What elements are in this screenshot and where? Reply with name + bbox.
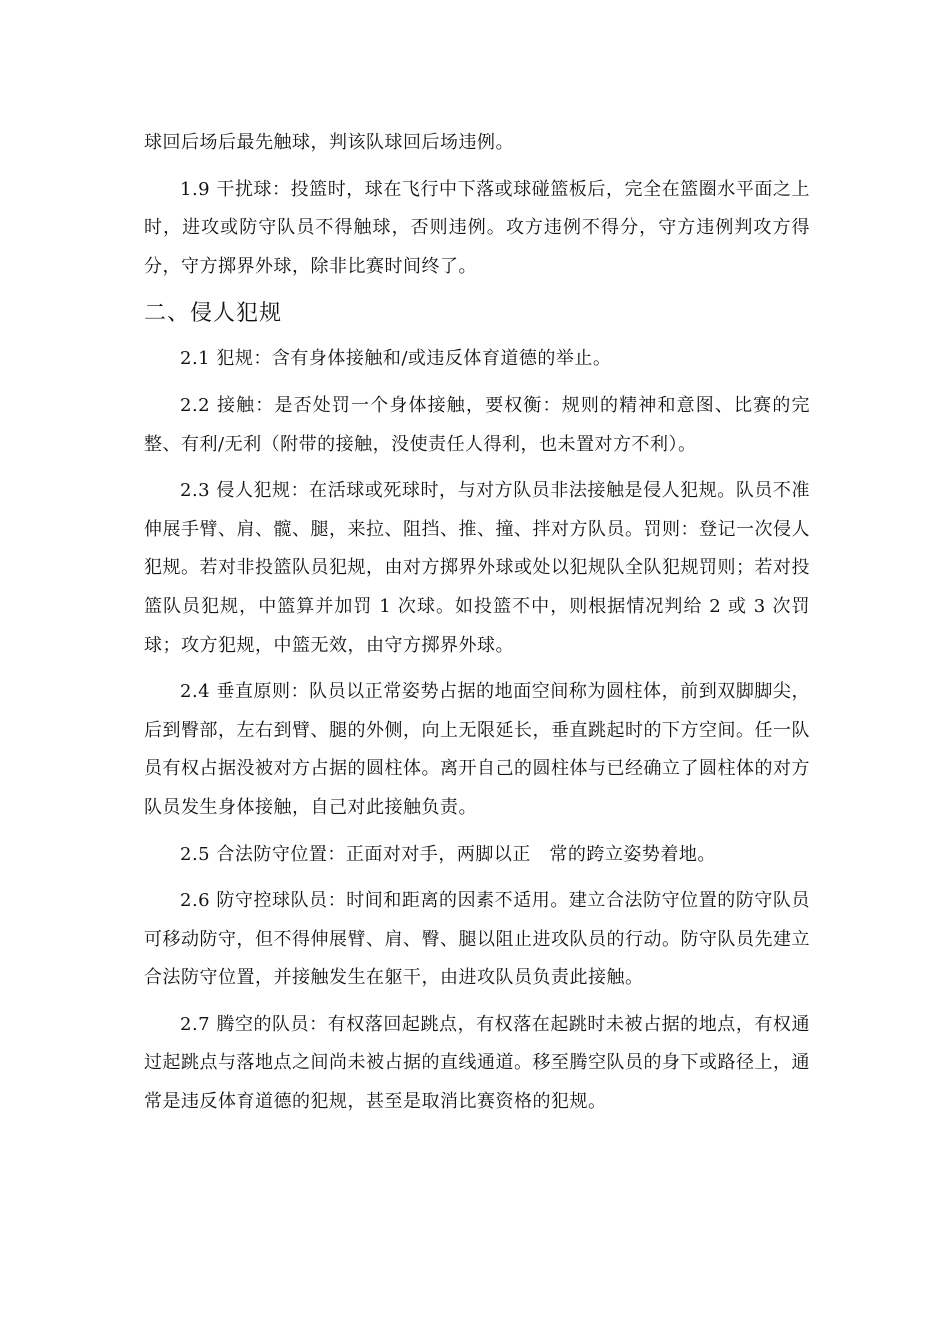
paragraph-2-6-guarding-ball-player: 2.6 防守控球队员：时间和距离的因素不适用。建立合法防守位置的防守队员可移动防守，但不得伸展臂、肩、臀、腿以阻止进攻队员的行动。防守队员先建立合法防守位置，并接触发生在躯干，由进攻队员负责此接触。	[144, 890, 810, 989]
paragraph-2-4-verticality: 2.4 垂直原则：队员以正常姿势占据的地面空间称为圆柱体，前到双脚脚尖，后到臀部，左右到臂、腿的外侧，向上无限延长，垂直跳起时的下方空间。任一队员有权占据没被对方占据的圆柱体。离开自己的圆柱体与已经确立了圆柱体的对方队员发生身体接触，自己对此接触负责。	[144, 681, 810, 818]
paragraph-2-7-airborne-player: 2.7 腾空的队员：有权落回起跳点，有权落在起跳时未被占据的地点，有权通过起跳点与落地点之间尚未被占据的直线通道。移至腾空队员的身下或路径上，通常是违反体育道德的犯规，甚至是取消比赛资格的犯规。	[144, 1013, 810, 1113]
section-heading-personal-fouls: 二、侵人犯规	[144, 301, 283, 327]
paragraph-1-9-ball-interference: 1.9 干扰球：投篮时，球在飞行中下落或球碰篮板后，完全在篮圈水平面之上时，进攻或防守队员不得触球，否则违例。攻方违例不得分，守方违例判攻方得分，守方掷界外球，除非比赛时间终了。	[144, 178, 810, 277]
document-body	[144, 124, 810, 1130]
paragraph-continuation: 球回后场后最先触球，判该队球回后场违例。	[144, 132, 514, 153]
paragraph-2-2-contact: 2.2 接触：是否处罚一个身体接触，要权衡：规则的精神和意图、比赛的完整、有利/无利（附带的接触，没使责任人得利，也未置对方不利）。	[144, 394, 810, 455]
paragraph-2-1-foul: 2.1 犯规：含有身体接触和/或违反体育道德的举止。	[180, 348, 612, 370]
paragraph-2-5-legal-guarding: 2.5 合法防守位置：正面对对手，两脚以正 常的跨立姿势着地。	[180, 843, 716, 865]
paragraph-2-3-personal-foul: 2.3 侵人犯规：在活球或死球时，与对方队员非法接触是侵人犯规。队员不准伸展手臂、肩、髋、腿，来拉、阻挡、推、撞、拌对方队员。罚则：登记一次侵人犯规。若对非投篮队员犯规，由对方掷界外球或处以犯规队全队犯规罚则；若对投篮队员犯规，中篮算并加罚 1 次球。如投篮不中，则根据情况判给 2 或 3 次罚球；攻方犯规，中篮无效，由守方掷界外球。	[144, 480, 810, 656]
